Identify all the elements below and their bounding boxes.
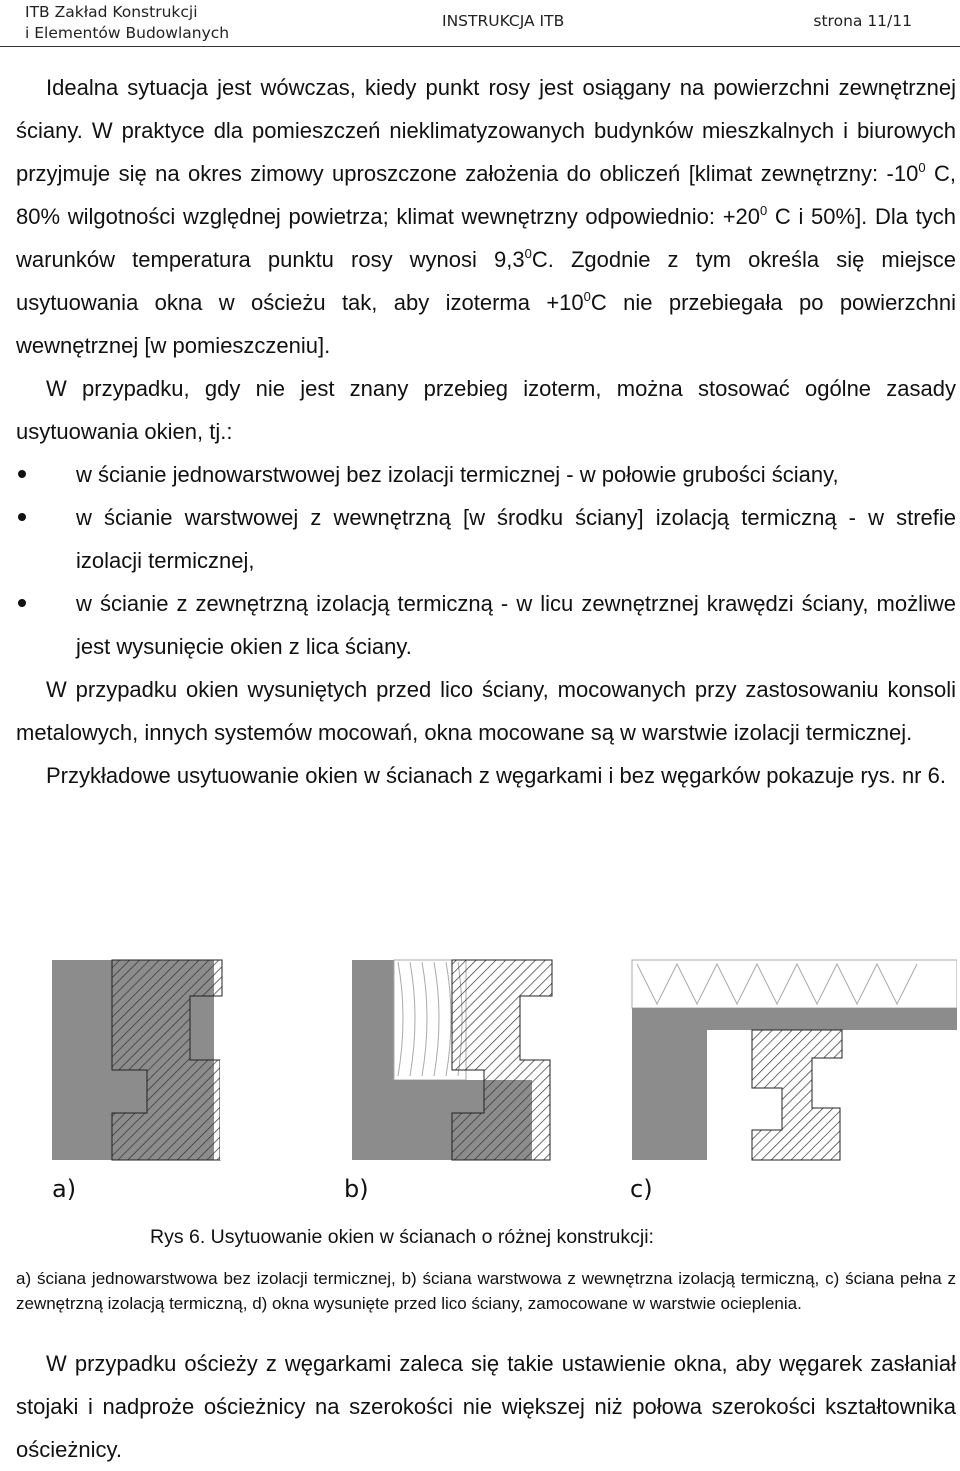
window-placement-figure [52,958,957,1218]
para1-text-b: C, 80% wilgotności względnej powietrza; klimat wewnętrzny odpowiednio: +20 [16,161,956,229]
window-frame-hatch [752,1030,842,1160]
paragraph-reveal-rebates: W przypadku ościeży z węgarkami zaleca się takie ustawienie okna, aby węgarek zasłaniał stojaki i nadproże ościeżnicy na szerokości nie większej niż połowa szerokości kształtownika ościeżnicy. [16,1351,956,1462]
figure-label-c: c) [630,1175,653,1203]
paragraph-general-rules: W przypadku, gdy nie jest znany przebieg izoterm, można stosować ogólne zasady usytuowania okien, tj.: [16,376,956,444]
para1-text-c: C i 50%]. Dla tych warunków temperatura punktu rosy wynosi 9,3 [16,204,956,272]
detail-b-drawing [352,960,552,1160]
insulation-layer [632,960,957,1008]
degree-superscript: 0 [760,203,768,218]
window-placement-list [16,453,956,668]
list-item [16,453,956,496]
figure-caption: Rys 6. Usytuowanie okien w ścianach o różnej konstrukcji: [150,1226,654,1248]
main-content [16,66,956,797]
header-page-number: strona 11/11 [813,12,912,30]
list-item [16,496,956,582]
page-header [0,0,960,47]
paragraph-dew-point [16,66,956,367]
figure-label-a: a) [52,1175,77,1203]
window-frame-hatch [112,960,222,1160]
list-item-text: w ścianie z zewnętrzną izolacją termiczną - w licu zewnętrznej krawędzi ściany, możliwe jest wysunięcie okien z lica ściany. [76,591,956,659]
list-item-text: w ścianie warstwowej z wewnętrzną [w środku ściany] izolacją termiczną - w strefie izolacji termicznej, [76,505,956,573]
list-item-text: w ścianie jednowarstwowej bez izolacji termicznej - w połowie grubości ściany, [76,462,839,487]
degree-superscript: 0 [918,160,926,175]
para1-text-d: C. Zgodnie z tym określa się miejsce usytuowania okna w ościeżu tak, aby izoterma +10 [16,247,956,315]
wall-section [707,1008,957,1030]
window-frame-hatch [452,960,552,1160]
degree-superscript: 0 [524,246,532,261]
figure-label-b: b) [344,1175,369,1203]
list-item [16,582,956,668]
detail-a-drawing [52,960,282,1160]
header-institution [25,2,229,44]
wall-section [632,1008,707,1160]
para1-text-a: Idealna sytuacja jest wówczas, kiedy punkt rosy jest osiągany na powierzchni zewnętrznej ściany. W praktyce dla pomieszczeń nieklimatyzowanych budynków mieszkalnych i biurowych przyjmuje się na okres zimowy uproszczone założenia do obliczeń [klimat zewnętrzny: -10 [16,75,956,186]
paragraph-figure-reference: Przykładowe usytuowanie okien w ścianach z węgarkami i bez węgarków pokazuje rys. nr 6. [46,763,946,788]
para1-text-e: C nie przebiegała po powierzchni wewnętrznej [w pomieszczeniu]. [16,290,956,358]
detail-c-drawing [632,960,957,1160]
figure-description: a) ściana jednowarstwowa bez izolacji termicznej, b) ściana warstwowa z wewnętrzna izolacją termiczną, c) ściana pełna z zewnętrzną izolacją termiczną, d) okna wysunięte przed lico ściany, zamocowane w warstwie ocieplenia. [16,1269,956,1313]
header-institution-line1: ITB Zakład Konstrukcji [25,3,198,21]
paragraph-protruding-windows: W przypadku okien wysuniętych przed lico ściany, mocowanych przy zastosowaniu konsoli metalowych, innych systemów mocowań, okna mocowane są w warstwie izolacji termicznej. [16,677,956,745]
header-institution-line2: i Elementów Budowlanych [25,24,230,42]
wall-section [52,960,84,1160]
opening [220,1060,282,1160]
degree-superscript: 0 [583,289,591,304]
header-document-title: INSTRUKCJA ITB [442,12,565,30]
wall-section [352,960,394,1080]
